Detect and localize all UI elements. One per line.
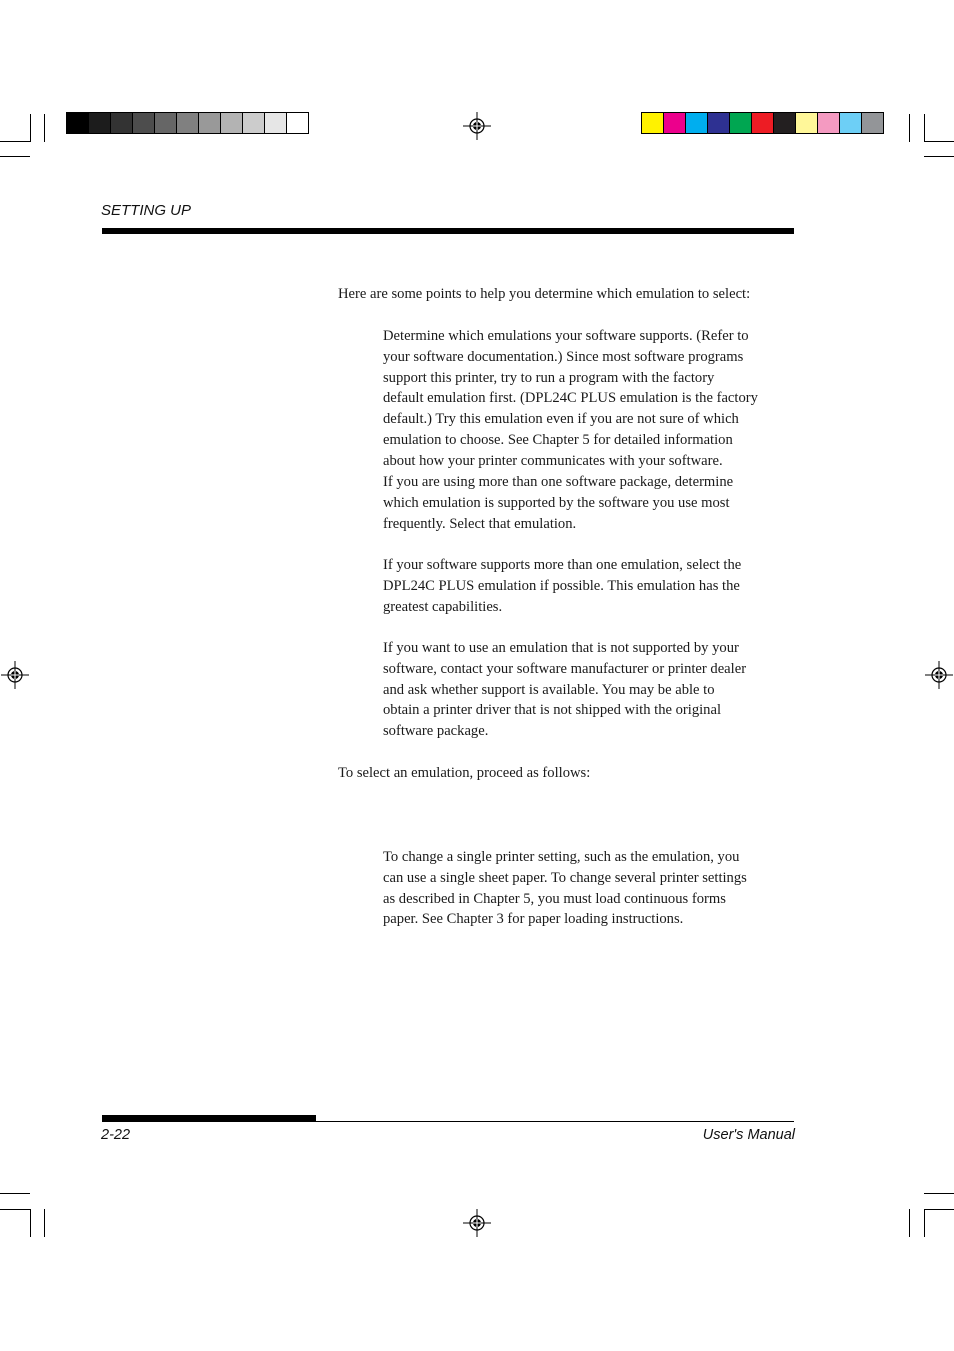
crop-mark bbox=[0, 1193, 30, 1194]
text-line: can use a single sheet paper. To change several printer settings bbox=[383, 869, 747, 886]
intro-paragraph: Here are some points to help you determine which emulation to select: bbox=[338, 286, 751, 302]
text-line: greatest capabilities. bbox=[383, 598, 503, 615]
crop-mark bbox=[30, 114, 31, 142]
color-swatch bbox=[708, 113, 730, 133]
gray-swatch bbox=[67, 113, 89, 133]
gray-swatch bbox=[177, 113, 199, 133]
procedure-intro: To select an emulation, proceed as follows: bbox=[338, 765, 591, 781]
text-line: paper. See Chapter 3 for paper loading instructions. bbox=[383, 911, 684, 928]
crop-mark bbox=[924, 1209, 954, 1210]
point-2-paragraph bbox=[383, 472, 803, 534]
crop-mark bbox=[924, 114, 925, 142]
text-line: obtain a printer driver that is not shipped with the original bbox=[383, 702, 722, 719]
color-swatch bbox=[752, 113, 774, 133]
page-number: 2-22 bbox=[101, 1127, 131, 1143]
crop-mark bbox=[0, 156, 30, 157]
text-line: as described in Chapter 5, you must load continuous forms bbox=[383, 890, 726, 907]
color-swatch bbox=[862, 113, 883, 133]
text-line: about how your printer communicates with your software. bbox=[383, 452, 723, 469]
text-line: To change a single printer setting, such as the emulation, you bbox=[383, 849, 740, 865]
color-swatch bbox=[642, 113, 664, 133]
text-line: If you want to use an emulation that is not supported by your bbox=[383, 640, 739, 656]
point-3-paragraph bbox=[383, 555, 803, 617]
text-line: DPL24C PLUS emulation if possible. This emulation has the bbox=[383, 577, 740, 594]
crop-mark bbox=[924, 156, 954, 157]
text-line: software, contact your software manufacturer or printer dealer bbox=[383, 660, 747, 677]
color-swatch bbox=[774, 113, 796, 133]
gray-swatch bbox=[221, 113, 243, 133]
point-1-paragraph bbox=[383, 326, 803, 472]
note-paragraph bbox=[383, 847, 803, 930]
footer-rule-thick bbox=[102, 1115, 316, 1122]
color-swatch bbox=[796, 113, 818, 133]
text-line: software package. bbox=[383, 723, 489, 740]
point-4-paragraph bbox=[383, 638, 803, 742]
text-line: Determine which emulations your software supports. (Refer to bbox=[383, 328, 749, 344]
crop-mark bbox=[924, 1209, 925, 1237]
text-line: emulation to choose. See Chapter 5 for detailed information bbox=[383, 431, 733, 448]
running-header: SETTING UP bbox=[101, 202, 192, 219]
color-swatch bbox=[664, 113, 686, 133]
color-swatch bbox=[686, 113, 708, 133]
registration-mark-icon bbox=[925, 661, 953, 689]
manual-title: User's Manual bbox=[702, 1127, 795, 1143]
crop-mark bbox=[909, 1209, 910, 1237]
gray-swatch bbox=[155, 113, 177, 133]
text-line: If your software supports more than one emulation, select the bbox=[383, 557, 742, 573]
crop-mark bbox=[44, 1209, 45, 1237]
crop-mark bbox=[30, 1209, 31, 1237]
gray-swatch bbox=[133, 113, 155, 133]
crop-mark bbox=[0, 1209, 30, 1210]
text-line: frequently. Select that emulation. bbox=[383, 515, 577, 532]
text-line: support this printer, try to run a program with the factory bbox=[383, 369, 715, 386]
color-swatch bbox=[840, 113, 862, 133]
grayscale-calibration-strip bbox=[66, 112, 309, 134]
color-swatch bbox=[818, 113, 840, 133]
text-line: default.) Try this emulation even if you are not sure of which bbox=[383, 411, 739, 428]
header-rule bbox=[102, 228, 794, 234]
color-calibration-strip bbox=[641, 112, 884, 134]
registration-mark-icon bbox=[463, 1209, 491, 1237]
text-line: and ask whether support is available. You may be able to bbox=[383, 681, 715, 698]
crop-mark bbox=[924, 1193, 954, 1194]
footer-rule-thin bbox=[316, 1121, 794, 1122]
registration-mark-icon bbox=[1, 661, 29, 689]
gray-swatch bbox=[111, 113, 133, 133]
crop-mark bbox=[924, 141, 954, 142]
text-line: If you are using more than one software package, determine bbox=[383, 474, 734, 490]
text-line: which emulation is supported by the software you use most bbox=[383, 494, 730, 511]
gray-swatch bbox=[265, 113, 287, 133]
crop-mark bbox=[44, 114, 45, 142]
registration-mark-icon bbox=[463, 112, 491, 140]
text-line: default emulation first. (DPL24C PLUS emulation is the factory bbox=[383, 390, 758, 407]
gray-swatch bbox=[287, 113, 308, 133]
color-swatch bbox=[730, 113, 752, 133]
crop-mark bbox=[0, 141, 30, 142]
gray-swatch bbox=[199, 113, 221, 133]
crop-mark bbox=[909, 114, 910, 142]
gray-swatch bbox=[89, 113, 111, 133]
gray-swatch bbox=[243, 113, 265, 133]
text-line: your software documentation.) Since most software programs bbox=[383, 348, 744, 365]
